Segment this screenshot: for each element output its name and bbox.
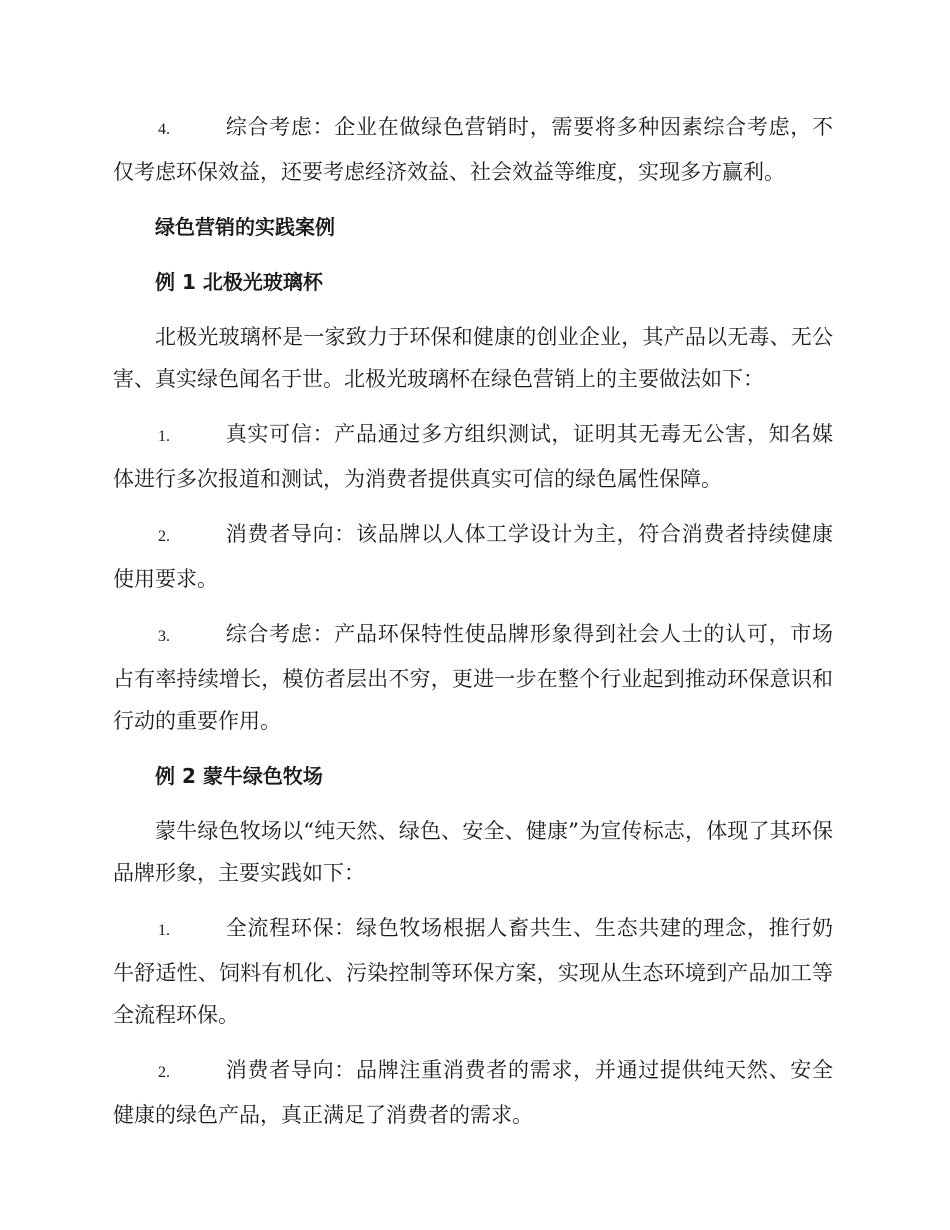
list-item [113, 413, 833, 500]
list-number: 1. [158, 428, 170, 445]
list-item [113, 513, 833, 600]
list-item [113, 613, 833, 742]
list-text: 综合考虑：产品环保特性使品牌形象得到社会人士的认可，市场占有率持续增长，模仿者层出不穷，更进一步在整个行业起到推动环保意识和行动的重要作用。 [113, 622, 833, 733]
list-number: 3. [158, 628, 170, 645]
list-text: 真实可信：产品通过多方组织测试，证明其无毒无公害，知名媒体进行多次报道和测试，为消费者提供真实可信的绿色属性保障。 [113, 422, 833, 491]
paragraph: 北极光玻璃杯是一家致力于环保和健康的创业企业，其产品以无毒、无公害、真实绿色闻名于世。北极光玻璃杯在绿色营销上的主要做法如下： [113, 325, 833, 391]
list-item [113, 907, 833, 1036]
list-text: 全流程环保：绿色牧场根据人畜共生、生态共建的理念，推行奶牛舒适性、饲料有机化、污染控制等环保方案，实现从生态环境到产品加工等全流程环保。 [113, 916, 833, 1027]
paragraph: 蒙牛绿色牧场以“纯天然、绿色、安全、健康”为宣传标志，体现了其环保品牌形象，主要实践如下： [113, 819, 833, 885]
list-text: 综合考虑：企业在做绿色营销时，需要将多种因素综合考虑，不仅考虑环保效益，还要考虑经济效益、社会效益等维度，实现多方赢利。 [113, 115, 833, 184]
list-item [113, 106, 833, 193]
case-heading: 例 2 蒙牛绿色牧场 [155, 764, 323, 788]
list-number: 4. [158, 121, 170, 138]
list-number: 2. [158, 528, 170, 545]
list-item [113, 1049, 833, 1136]
document-body [113, 106, 833, 1149]
list-text: 消费者导向：该品牌以人体工学设计为主，符合消费者持续健康使用要求。 [113, 522, 833, 591]
section-heading: 绿色营销的实践案例 [155, 215, 335, 239]
list-text: 消费者导向：品牌注重消费者的需求，并通过提供纯天然、安全健康的绿色产品，真正满足了消费者的需求。 [113, 1058, 833, 1127]
list-number: 2. [158, 1064, 170, 1081]
list-number: 1. [158, 922, 170, 939]
case-heading: 例 1 北极光玻璃杯 [155, 270, 323, 294]
